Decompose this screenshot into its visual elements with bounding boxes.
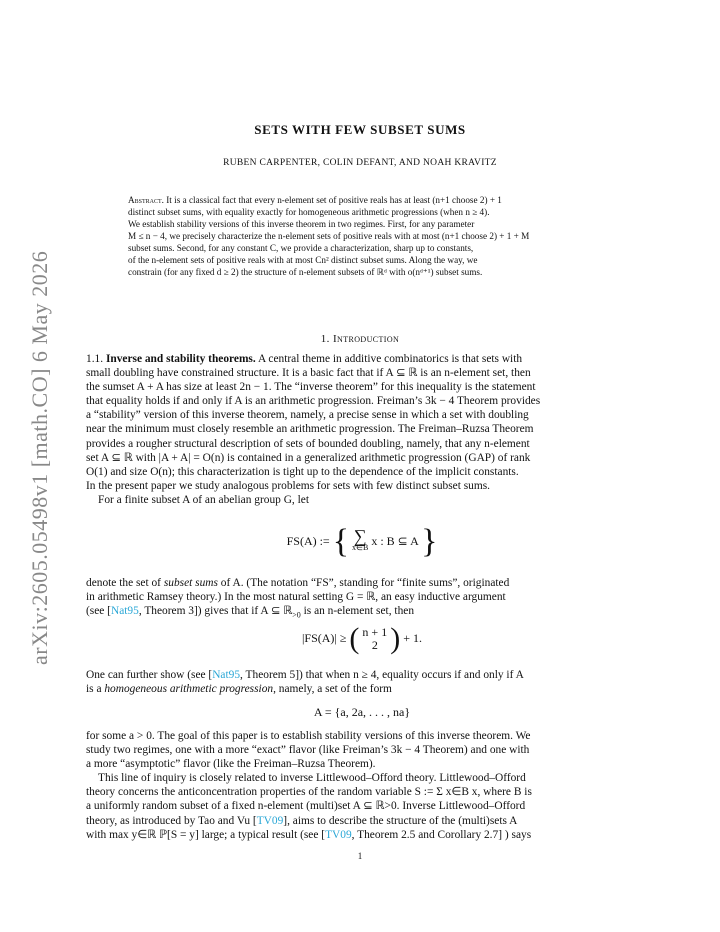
subsection-title: Inverse and stability theorems. bbox=[105, 353, 256, 365]
page-number: 1 bbox=[357, 851, 363, 861]
equation-body: x : B ⊆ A bbox=[371, 533, 419, 548]
text-line: small doubling have constrained structure. It is a basic fact that if A ⊆ ℝ is an n-element set, then bbox=[86, 367, 531, 380]
abstract-line: constrain (for any fixed d ≥ 2) the structure of n-element subsets of ℝᵈ with o(nᵈ⁺¹) subset sums. bbox=[128, 267, 483, 277]
citation-link[interactable]: TV09 bbox=[256, 814, 284, 827]
text-span: denote the set of bbox=[86, 577, 164, 589]
text-span: , Theorem 5]) that when n ≥ 4, equality occurs if and only if A bbox=[240, 669, 524, 681]
text-line: study two regimes, one with a more “exact” flavor (like Freiman’s 3k − 4 Theorem) and one with bbox=[86, 744, 530, 757]
paper-title: SETS WITH FEW SUBSET SUMS bbox=[254, 122, 466, 137]
text-line bbox=[86, 682, 638, 696]
text-line bbox=[86, 668, 638, 682]
text-line bbox=[86, 604, 638, 622]
section-heading: 1. Introduction bbox=[320, 333, 400, 345]
text-line bbox=[86, 828, 638, 842]
text-span: (see [ bbox=[86, 605, 111, 618]
binomial-bottom: 2 bbox=[371, 638, 378, 652]
citation-link[interactable]: TV09 bbox=[325, 828, 352, 841]
author-list: RUBEN CARPENTER, COLIN DEFANT, AND NOAH KRAVITZ bbox=[223, 158, 497, 168]
abstract-text: It is a classical fact that every n-element set of positive reals has at least (n+1 choose 2) + 1 bbox=[166, 195, 502, 205]
equation-lower-bound bbox=[86, 622, 638, 656]
abstract-line: of the n-element sets of positive reals with at most Cn² distinct subset sums. Along the way, we bbox=[128, 255, 478, 265]
sum-index: x∈B bbox=[352, 543, 369, 552]
subsection-number: 1.1. bbox=[86, 353, 104, 365]
paragraph-subset-sums bbox=[86, 576, 638, 623]
citation-link[interactable]: Nat95 bbox=[212, 669, 241, 681]
text-line: In the present paper we study analogous problems for sets with few distinct subset sums. bbox=[86, 479, 490, 492]
text-span: , Theorem 3]) gives that if A ⊆ ℝ bbox=[138, 605, 293, 618]
abstract-line bbox=[128, 194, 596, 206]
text-span: is a bbox=[86, 683, 105, 696]
right-paren: ) bbox=[390, 622, 401, 655]
text-line: in arithmetic Ramsey theory.) In the most natural setting G = ℝ, an easy inductive argument bbox=[86, 591, 506, 604]
text-line: set A ⊆ ℝ with |A + A| = O(n) is contained in a generalized arithmetic progression (GAP) of rank bbox=[86, 451, 531, 464]
paragraph-intro bbox=[86, 352, 638, 507]
text-line: a uniformly random subset of a fixed n-element (multi)set A ⊆ ℝ>0. Inverse Littlewood–Offord bbox=[86, 800, 526, 813]
equation-lhs: FS(A) := bbox=[286, 533, 330, 548]
text-span: is an n-element set, then bbox=[300, 605, 415, 618]
text-span: , Theorem 2.5 and Corollary 2.7] ) says bbox=[351, 828, 532, 841]
left-paren: ( bbox=[349, 622, 360, 655]
abstract-line: distinct subset sums, with equality exactly for homogeneous arithmetic progressions (when n ≥ 4). bbox=[128, 207, 490, 217]
abstract bbox=[128, 194, 596, 278]
text-line: for some a > 0. The goal of this paper is to establish stability versions of this inverse theorem. We bbox=[86, 730, 531, 742]
emphasis: homogeneous arithmetic progression bbox=[104, 683, 274, 696]
text-span: of A. (The notation “FS”, standing for “finite sums”, originated bbox=[217, 577, 510, 589]
text-line: This line of inquiry is closely related to inverse Littlewood–Offord theory. Littlewood–Offord bbox=[98, 772, 526, 785]
emphasis: subset sums bbox=[163, 577, 218, 589]
text-span: ], aims to describe the structure of the (multi)sets A bbox=[283, 814, 518, 827]
text-line: O(1) and size O(n); this characterization is tight up to the dependence of the implicit constants. bbox=[86, 465, 519, 478]
text-span: theory, as introduced by Tao and Vu [ bbox=[86, 814, 257, 827]
text-line bbox=[86, 352, 638, 366]
abstract-heading: Abstract. bbox=[128, 195, 164, 205]
text-span: One can further show (see [ bbox=[86, 669, 213, 681]
text-span: , namely, a set of the form bbox=[273, 683, 392, 696]
sigma-symbol: ∑ bbox=[353, 526, 367, 546]
right-brace: } bbox=[421, 523, 438, 560]
text-line: a more “asymptotic” flavor (like the Freiman–Ruzsa Theorem). bbox=[86, 758, 376, 771]
text-line: provides a rougher structural description of sets of bounded doubling, namely, that any n-element bbox=[86, 437, 530, 450]
binomial-top: n + 1 bbox=[362, 625, 388, 639]
abstract-line: We establish stability versions of this inverse theorem in two regimes. First, for any parameter bbox=[128, 219, 475, 229]
paragraph-goal bbox=[86, 729, 638, 842]
abstract-line: subset sums. Second, for any constant C, we provide a characterization, sharp up to constants, bbox=[128, 243, 474, 253]
abstract-line: M ≤ n − 4, we precisely characterize the n-element sets of positive reals with at most (n+1 choose 2) + 1 + M bbox=[128, 231, 530, 241]
sum-operator bbox=[352, 526, 369, 554]
text-span: with max y∈ℝ ℙ[S = y] large; a typical result (see [ bbox=[86, 828, 326, 841]
text-line: a “stability” version of this inverse theorem, namely, a precise sense in which a set with doubling bbox=[86, 409, 529, 422]
left-brace: { bbox=[332, 523, 350, 560]
equation-rhs: + 1. bbox=[403, 630, 422, 645]
text-line: that equality holds if and only if A is an arithmetic progression. Freiman’s 3k − 4 Theorem provides bbox=[86, 395, 541, 408]
text-line: the sumset A + A has size at least 2n − 1. The “inverse theorem” for this inequality is the statement bbox=[86, 381, 536, 394]
text-line bbox=[86, 814, 638, 828]
equation-hap: A = {a, 2a, . . . , na} bbox=[313, 705, 411, 719]
arxiv-stamp: arXiv:2605.05498v1 [math.CO] 6 May 2026 bbox=[27, 250, 52, 666]
text-line: For a finite subset A of an abelian group G, let bbox=[98, 493, 309, 506]
text-line: theory concerns the anticoncentration properties of the random variable S := Σ x∈B x, where B is bbox=[86, 786, 532, 799]
paragraph-equality bbox=[86, 668, 638, 696]
text-span: A central theme in additive combinatorics is that sets with bbox=[257, 353, 523, 365]
binomial bbox=[362, 626, 387, 652]
equation-subset-sums bbox=[86, 525, 638, 559]
equation-lhs: |FS(A)| ≥ bbox=[302, 630, 347, 645]
subscript: >0 bbox=[292, 610, 301, 620]
citation-link[interactable]: Nat95 bbox=[110, 605, 139, 618]
text-line bbox=[86, 576, 638, 590]
text-line: near the minimum must closely resemble an arithmetic progression. The Freiman–Ruzsa Theorem bbox=[86, 423, 534, 436]
